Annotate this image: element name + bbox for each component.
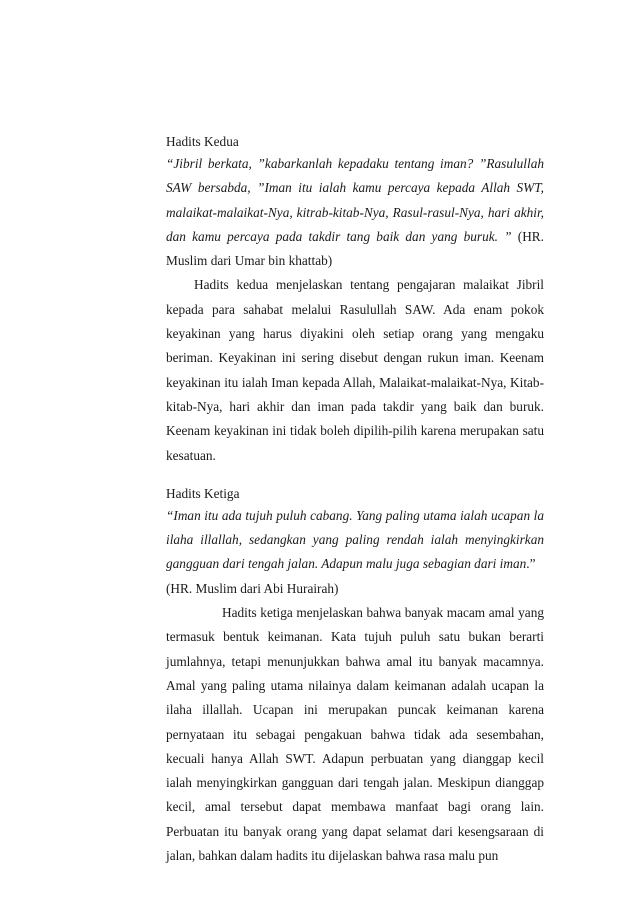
quote-text: “Jibril berkata, ”kabarkanlah kepadaku tentang iman? ”Rasulullah SAW bersabda, ”Iman itu ialah kamu percaya kepada Allah SWT, malaikat-malaikat-Nya, kitrab-kitab-Nya, Rasul-rasul-Nya, hari akhir, dan kamu percaya pada takdir tang baik dan yang buruk. ”: [166, 156, 544, 244]
page-content: [166, 132, 544, 868]
hadith-source-ketiga: (HR. Muslim dari Abi Hurairah): [166, 580, 339, 596]
section-spacer: [166, 468, 544, 484]
quote-text: “Iman itu ada tujuh puluh cabang. Yang paling utama ialah ucapan la ilaha illallah, sedangkan yang paling rendah ialah menyingkirkan gangguan dari tengah jalan. Adapun malu juga sebagian dari iman: [166, 507, 544, 572]
quote-end: .”: [526, 556, 536, 572]
section-heading-hadits-ketiga: Hadits Ketiga: [166, 485, 240, 501]
hadith-source: (HR. Muslim dari Umar bin khattab): [166, 228, 544, 269]
section-heading-hadits-kedua: Hadits Kedua: [166, 134, 239, 149]
explanation-paragraph-ketiga: Hadits ketiga menjelaskan bahwa banyak macam amal yang termasuk bentuk keimanan. Kata tujuh puluh satu bukan berarti jumlahnya, tetapi menunjukkan bahwa amal itu banyak macamnya. Amal yang paling utama nilainya dalam keimanan adalah ucapan la ilaha illallah. Ucapan ini merupakan puncak keimanan karena pernyataan itu sebagai pengakuan bahwa tidak ada sesembahan, kecuali hanya Allah SWT. Adapun perbuatan yang dianggap kecil ialah menyingkirkan gangguan dari tengah jalan. Meskipun dianggap kecil, amal tersebut dapat membawa manfaat bagi orang lain. Perbuatan itu banyak orang yang dapat selamat dari kesengsaraan di jalan, bahkan dalam hadits itu dijelaskan bahwa rasa malu pun: [166, 605, 544, 864]
hadith-quote-kedua: [166, 152, 544, 273]
hadith-quote-ketiga: [166, 504, 544, 577]
explanation-paragraph-kedua: Hadits kedua menjelaskan tentang pengajaran malaikat Jibril kepada para sahabat melalui Rasulullah SAW. Ada enam pokok keyakinan yang harus diyakini oleh setiap orang yang mengaku beriman. Keyakinan ini sering disebut dengan rukun iman. Keenam keyakinan itu ialah Iman kepada Allah, Malaikat-malaikat-Nya, Kitab-kitab-Nya, hari akhir dan iman pada takdir yang baik dan buruk. Keenam keyakinan ini tidak boleh dipilih-pilih karena merupakan satu kesatuan.: [166, 277, 544, 463]
